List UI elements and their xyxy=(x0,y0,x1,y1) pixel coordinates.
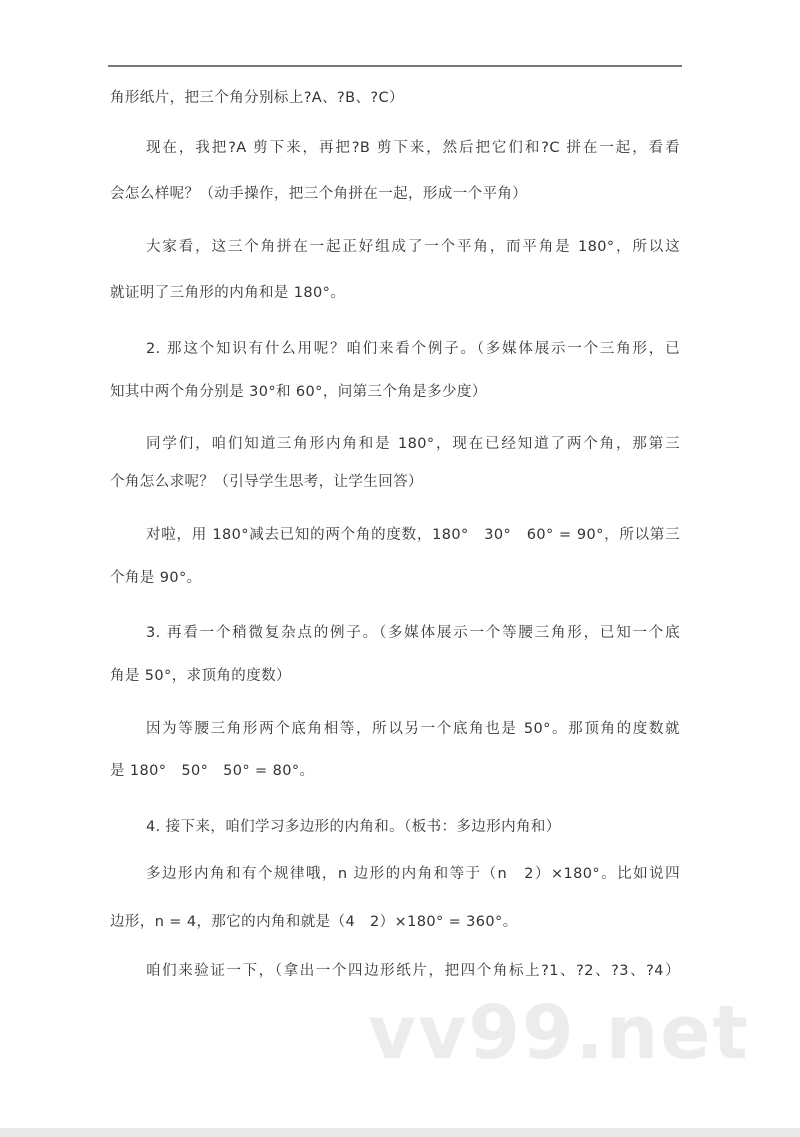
text-line: 对啦，用 180°减去已知的两个角的度数，180° 30° 60° = 90°，所以第三 xyxy=(146,527,680,543)
text-line: 同学们，咱们知道三角形内角和是 180°，现在已经知道了两个角，那第三 xyxy=(146,436,680,452)
text-line: 现在，我把?A 剪下来，再把?B 剪下来，然后把它们和?C 拼在一起，看看 xyxy=(146,140,680,156)
text-line: 多边形内角和有个规律哦，n 边形的内角和等于（n 2）×180°。比如说四 xyxy=(146,866,680,882)
text-line: 咱们来验证一下，（拿出一个四边形纸片，把四个角标上?1、?2、?3、?4） xyxy=(146,963,680,979)
page-bottom-edge xyxy=(0,1128,800,1137)
text-line: 知其中两个角分别是 30°和 60°，问第三个角是多少度） xyxy=(110,384,487,400)
text-line: 边形，n = 4，那它的内角和就是（4 2）×180° = 360°。 xyxy=(110,914,518,930)
text-line: 会怎么样呢？（动手操作，把三个角拼在一起，形成一个平角） xyxy=(110,186,528,202)
text-line: 角形纸片，把三个角分别标上?A、?B、?C） xyxy=(110,90,404,106)
text-line: 因为等腰三角形两个底角相等，所以另一个底角也是 50°。那顶角的度数就 xyxy=(146,721,680,737)
text-line: 个角是 90°。 xyxy=(110,570,202,586)
text-line: 是 180° 50° 50° = 80°。 xyxy=(110,763,315,779)
text-line: 3. 再看一个稍微复杂点的例子。（多媒体展示一个等腰三角形，已知一个底 xyxy=(146,625,680,641)
text-line: 大家看，这三个角拼在一起正好组成了一个平角，而平角是 180°，所以这 xyxy=(146,239,680,255)
watermark: vv99.net xyxy=(368,990,750,1076)
text-line: 个角怎么求呢？（引导学生思考，让学生回答） xyxy=(110,474,423,490)
header-rule xyxy=(108,65,682,67)
text-line: 2. 那这个知识有什么用呢？咱们来看个例子。（多媒体展示一个三角形，已 xyxy=(146,341,680,357)
text-line: 4. 接下来，咱们学习多边形的内角和。（板书：多边形内角和） xyxy=(146,819,561,835)
text-line: 就证明了三角形的内角和是 180°。 xyxy=(110,285,346,301)
text-line: 角是 50°，求顶角的度数） xyxy=(110,668,291,684)
